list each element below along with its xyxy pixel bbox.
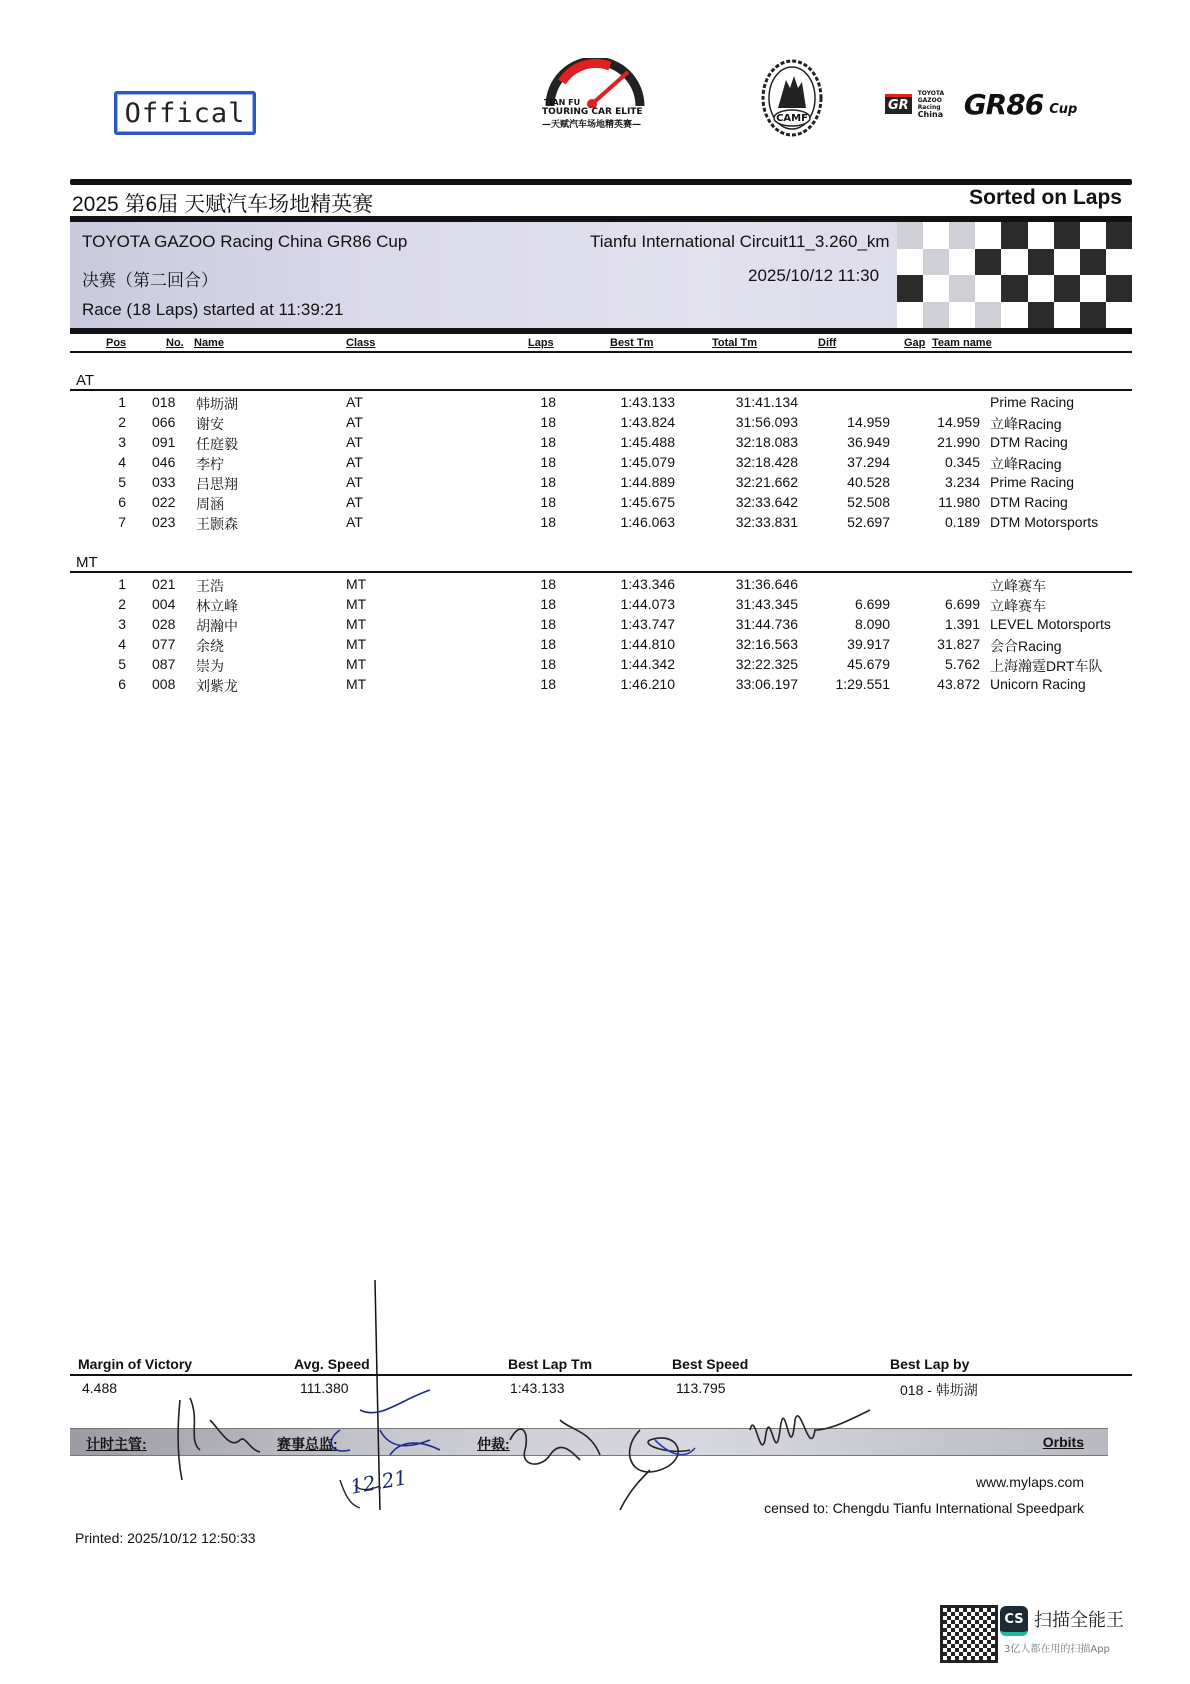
table-row: 5 033 吕思翔 AT 18 1:44.889 32:21.662 40.528 3.234 Prime Racing (118, 474, 1075, 492)
summary-margin: 4.488 (82, 1380, 118, 1396)
col-gap: Gap (904, 337, 926, 349)
logo-line-2: TOURING CAR ELITE (542, 107, 643, 117)
col-class: Class (346, 337, 376, 349)
camf-logo (760, 58, 824, 138)
top-rule (70, 179, 1132, 185)
gr86-cup-logo (885, 88, 1095, 120)
table-row: 6 022 周涵 AT 18 1:45.675 32:33.642 52.508 11.980 DTM Racing (118, 494, 1068, 512)
sort-label: Sorted on Laps (969, 186, 1122, 209)
col-best: Best Tm (610, 337, 654, 349)
signature-bar (70, 1428, 1108, 1456)
camf-text: CAMF (776, 113, 808, 124)
col-name: Name (194, 337, 224, 349)
col-team: Team name (932, 337, 992, 349)
table-row: 4 046 李柠 AT 18 1:45.079 32:18.428 37.294 0.345 立峰Racing (118, 454, 1062, 472)
group-at (70, 372, 1132, 391)
series-name: TOYOTA GAZOO Racing China GR86 Cup (82, 232, 408, 251)
summary-best-lap: 1:43.133 (510, 1380, 565, 1396)
qr-code-icon (940, 1605, 998, 1663)
table-row: 1 018 韩坜湖 AT 18 1:43.133 31:41.134 Prime Racing (118, 394, 1075, 412)
summary-best-by: 018 - 韩坜湖 (900, 1382, 978, 1398)
race-info: Race (18 Laps) started at 11:39:21 (82, 300, 344, 319)
results-column-headers (70, 337, 1132, 353)
gr-sub-text: TOYOTA GAZOO Racing (917, 90, 945, 111)
summary-label-margin: Margin of Victory (78, 1356, 193, 1372)
group-label: MT (76, 554, 98, 571)
checkered-flag (897, 222, 1132, 328)
col-laps: Laps (528, 337, 554, 349)
gr-badge-icon: GR (885, 94, 912, 114)
event-datetime: 2025/10/12 11:30 (748, 266, 880, 285)
gr86-text: GR86 (963, 87, 1044, 121)
website-link[interactable]: www.mylaps.com (975, 1474, 1084, 1490)
table-row: 3 091 任庭毅 AT 18 1:45.488 32:18.083 36.949 21.990 DTM Racing (118, 434, 1068, 452)
col-pos: Pos (106, 337, 127, 349)
tianfu-touring-car-elite-logo (540, 58, 650, 138)
summary-label-best-by: Best Lap by (890, 1356, 970, 1372)
license-text: censed to: Chengdu Tianfu International Speedpark (764, 1500, 1084, 1516)
group-label: AT (76, 372, 95, 389)
session-name: 决赛（第二回合） (82, 271, 218, 290)
official-stamp (114, 91, 256, 135)
gr-region-text: China (917, 110, 944, 119)
table-row: 5 087 崇为 MT 18 1:44.342 32:22.325 45.679 5.762 上海瀚霆DRT车队 (118, 656, 1103, 674)
scanner-tagline: 3亿人都在用的扫描App (1004, 1644, 1110, 1655)
col-total: Total Tm (712, 337, 758, 349)
event-info-band (70, 216, 1132, 334)
logo-line-1: TIAN FU (544, 98, 581, 107)
table-row: 7 023 王颢森 AT 18 1:46.063 32:33.831 52.697 0.189 DTM Motorsports (118, 514, 1099, 532)
handwritten-date: 12.21 (348, 1465, 409, 1499)
table-row: 4 077 余绕 MT 18 1:44.810 32:16.563 39.917 31.827 会合Racing (118, 636, 1062, 654)
official-stamp-text: Offical (124, 97, 246, 129)
event-title: 2025 第6届 天赋汽车场地精英赛 (72, 193, 374, 216)
summary-label-avg-speed: Avg. Speed (294, 1356, 370, 1372)
table-row: 6 008 刘紫龙 MT 18 1:46.210 33:06.197 1:29.551 43.872 Unicorn Racing (118, 676, 1086, 694)
table-row: 2 004 林立峰 MT 18 1:44.073 31:43.345 6.699 6.699 立峰赛车 (118, 596, 1046, 614)
summary-values (70, 1380, 1132, 1400)
race-director-label: 赛事总监: (277, 1436, 338, 1452)
camscanner-icon: CS (1000, 1606, 1028, 1636)
summary-headers (70, 1356, 1132, 1376)
col-no: No. (166, 337, 184, 349)
cup-text: Cup (1049, 101, 1078, 117)
table-row: 3 028 胡瀚中 MT 18 1:43.747 31:44.736 8.090 1.391 LEVEL Motorsports (118, 616, 1111, 634)
summary-label-best-speed: Best Speed (672, 1356, 749, 1372)
circuit-name: Tianfu International Circuit11_3.260_km (590, 232, 890, 251)
group-rule (70, 571, 1132, 573)
camf-emblem-icon (760, 58, 824, 138)
logo-line-3: —天赋汽车场地精英赛— (542, 120, 642, 130)
table-row: 1 021 王浩 MT 18 1:43.346 31:36.646 立峰赛车 (118, 576, 1046, 594)
timing-chief-label: 计时主管: (86, 1436, 147, 1452)
summary-label-best-lap: Best Lap Tm (508, 1356, 593, 1372)
printed-timestamp: Printed: 2025/10/12 12:50:33 (75, 1530, 256, 1546)
table-row: 2 066 谢安 AT 18 1:43.824 31:56.093 14.959 14.959 立峰Racing (118, 414, 1062, 432)
orbits-label: Orbits (1042, 1434, 1084, 1450)
group-mt (70, 554, 1132, 573)
group-rule (70, 389, 1132, 391)
steward-label: 仲裁: (477, 1436, 510, 1452)
summary-avg-speed: 111.380 (300, 1380, 349, 1396)
scanner-app-name: 扫描全能王 (1034, 1610, 1124, 1631)
title-row (72, 188, 1132, 216)
summary-best-speed: 113.795 (676, 1380, 726, 1396)
col-diff: Diff (818, 337, 837, 349)
